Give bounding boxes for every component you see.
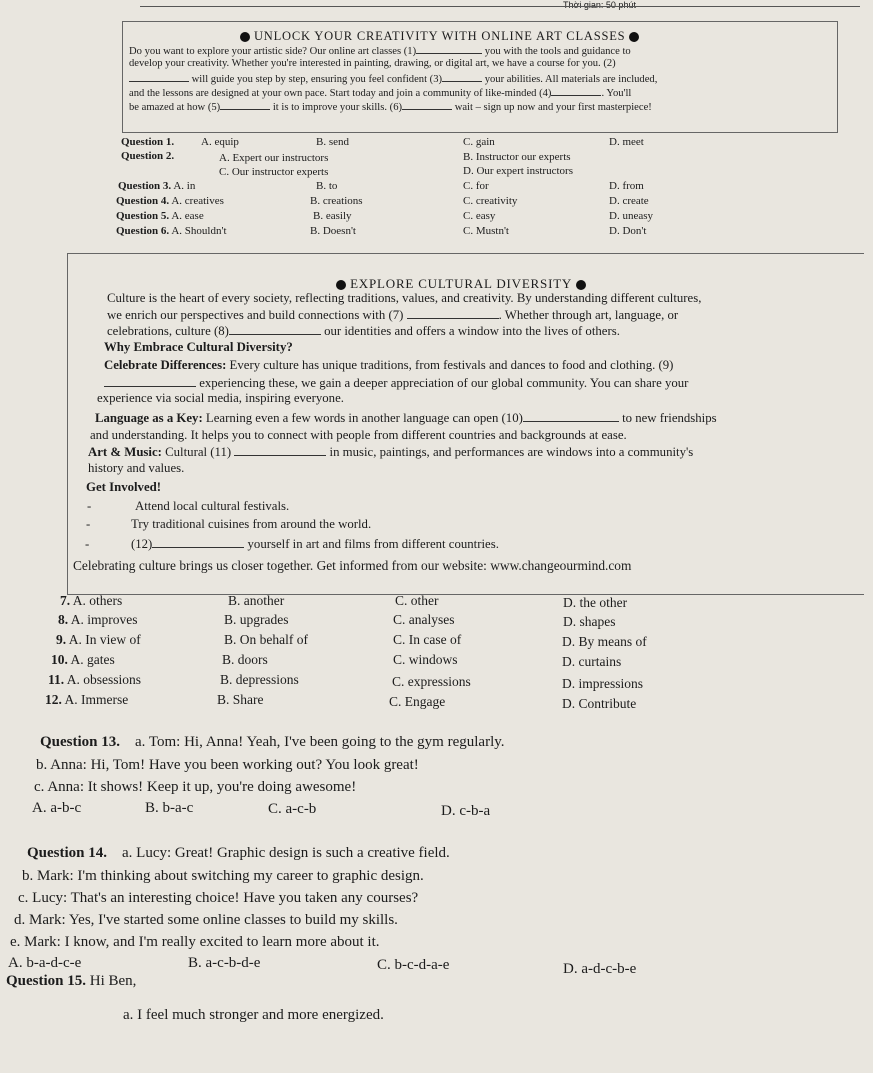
question-14-line-c: c. Lucy: That's an interesting choice! Have you taken any courses? [18,890,419,906]
blank-2 [129,71,189,82]
question-4-row: Question 4. A. creatives [116,195,224,207]
passage2-line-7: experience via social media, inspiring everyone. [97,391,344,405]
option-b[interactable]: B. to [316,180,338,192]
header-rule [140,6,860,9]
question-14-line-b: b. Mark: I'm thinking about switching my career to graphic design. [22,868,424,884]
passage1-line-1: Do you want to explore your artistic side? Our online art classes (1) you with the tools and guidance to [129,43,631,59]
option-b[interactable]: B. depressions [220,672,299,687]
passage2-line-6: experiencing these, we gain a deeper appreciation of our global community. You can share your [104,376,688,392]
blank-3 [442,71,482,82]
bullet-dot-icon [576,280,586,290]
option-d[interactable]: D. By means of [562,634,647,649]
question-5-row: Question 5. A. ease [116,210,204,222]
blank-4 [551,85,601,96]
blank-5 [220,99,270,110]
section2-heading-row [336,276,586,292]
option-d[interactable]: D. from [609,180,644,192]
option-c[interactable]: C. windows [393,652,458,667]
option-c[interactable]: C. gain [463,136,495,148]
blank-9 [104,376,196,387]
option-b[interactable]: B. Doesn't [310,225,356,237]
option-d[interactable]: D. shapes [563,614,616,629]
question-9-row: 9. A. In view of [56,632,141,647]
option-d[interactable]: D. the other [563,595,628,610]
option-c[interactable]: C. a-c-b [268,801,317,817]
option-c[interactable]: C. b-c-d-a-e [377,957,450,973]
section2-heading: EXPLORE CULTURAL DIVERSITY [350,276,572,291]
passage2-line-2: we enrich our perspectives and build connections with (7) . Whether through art, language, or [107,308,679,322]
option-c[interactable]: C. In case of [393,632,462,647]
question-12-row: 12. A. Immerse [45,692,129,707]
passage2-line-9: and understanding. It helps you to connect with people from different countries and backgrounds at ease. [90,428,627,442]
list-item-1: Attend local cultural festivals. [135,499,290,513]
option-c[interactable]: C. Engage [389,694,446,709]
option-c[interactable]: C. other [395,593,439,608]
option-b[interactable]: B. Share [217,692,264,707]
bullet-dot-icon [336,280,346,290]
question-13-line-a: Question 13. a. Tom: Hi, Anna! Yeah, I've been going to the gym regularly. [40,734,505,750]
question-8-row: 8. A. improves [58,612,138,627]
option-d[interactable]: D. Our expert instructors [463,165,573,177]
blank-6 [402,99,452,110]
option-b[interactable]: B. another [228,593,285,608]
question-10-row: 10. A. gates [51,652,115,667]
question-15-heading: Question 15. Hi Ben, [6,973,137,989]
option-c[interactable]: C. for [463,180,489,192]
passage1-line-4: and the lessons are designed at your own pace. Start today and join a community of like-minded (4) . You'll [129,85,631,101]
option-a[interactable]: A. In view of [68,632,141,647]
passage2-line-1: Culture is the heart of every society, reflecting traditions, values, and creativity. By understanding different cultures, [107,291,702,305]
option-a[interactable]: A. Shouldn't [171,225,227,237]
option-d[interactable]: D. impressions [562,676,643,691]
question-13-line-c: c. Anna: It shows! Keep it up, you're doing awesome! [34,779,357,795]
question-11-row: 11. A. obsessions [48,672,142,687]
exam-time-label: Thời gian: 50 phút [563,0,636,10]
option-a[interactable]: A. gates [70,652,115,667]
option-d[interactable]: D. curtains [562,654,622,669]
option-b[interactable]: B. a-c-b-d-e [188,955,261,971]
passage2-line-10: Art & Music: Cultural (11) in music, paintings, and performances are windows into a community's [88,445,694,459]
option-a[interactable]: A. others [72,593,123,608]
subheading-why: Why Embrace Cultural Diversity? [104,340,293,354]
option-a[interactable]: A. a-b-c [32,800,82,816]
option-d[interactable]: D. Contribute [562,696,637,711]
passage2-line-5: Celebrate Differences: Every culture has unique traditions, from festivals and dances to food and clothing. (9) [104,358,674,372]
section1-heading-row [240,29,639,44]
blank-1 [416,43,482,54]
list-item-3: (12) yourself in art and films from different countries. [131,537,499,551]
option-a[interactable]: A. Expert our instructors [219,152,329,164]
option-b[interactable]: B. On behalf of [224,632,308,647]
blank-10 [523,411,619,422]
option-b[interactable]: B. upgrades [224,612,289,627]
list-item-2: Try traditional cuisines from around the world. [131,517,372,531]
option-c[interactable]: C. analyses [393,612,455,627]
option-a[interactable]: A. improves [70,612,138,627]
question-6-row: Question 6. A. Shouldn't [116,225,227,237]
option-d[interactable]: D. c-b-a [441,803,491,819]
passage1-line-2: develop your creativity. Whether you're interested in painting, drawing, or digital art, we have a course for you. (2) [129,58,616,69]
option-a[interactable]: A. in [173,180,196,192]
option-d[interactable]: D. Don't [609,225,647,237]
option-b[interactable]: B. b-a-c [145,800,194,816]
option-d[interactable]: D. a-d-c-b-e [563,961,637,977]
option-b[interactable]: B. Instructor our experts [463,151,571,163]
blank-12 [152,537,244,548]
list-bullet: - [87,499,92,513]
subheading-get-involved: Get Involved! [86,480,162,494]
option-c[interactable]: C. creativity [463,195,518,207]
passage2-line-11: history and values. [88,461,185,475]
bullet-dot-icon [629,32,639,42]
passage1-line-3: will guide you step by step, ensuring you feel confident (3) your abilities. All materials are included, [129,71,657,87]
passage2-closing: Celebrating culture brings us closer together. Get informed from our website: www.changeourmind.com [73,558,632,573]
option-a[interactable]: A. Immerse [64,692,129,707]
option-c[interactable]: C. Mustn't [463,225,509,237]
question-label: Question 2. [121,150,175,162]
option-b[interactable]: B. doors [222,652,268,667]
question-14-line-d: d. Mark: Yes, I've started some online classes to build my skills. [14,912,398,928]
option-a[interactable]: A. creatives [171,195,224,207]
list-bullet: - [85,537,90,551]
question-label: Question 1. [121,136,175,148]
option-a[interactable]: A. ease [171,210,204,222]
blank-7 [407,308,499,319]
option-a[interactable]: A. obsessions [66,672,142,687]
option-d[interactable]: D. uneasy [609,210,653,222]
list-bullet: - [86,517,91,531]
option-c[interactable]: C. Our instructor experts [219,166,329,178]
question-15-line-a: a. I feel much stronger and more energized. [123,1007,384,1023]
option-b[interactable]: B. creations [310,195,363,207]
option-a[interactable]: A. equip [201,136,239,148]
option-d[interactable]: D. create [609,195,649,207]
option-c[interactable]: C. easy [463,210,496,222]
passage1-line-5: be amazed at how (5) it is to improve your skills. (6) wait – sign up now and your first masterpiece! [129,99,652,115]
question-14-line-a: Question 14. a. Lucy: Great! Graphic design is such a creative field. [27,845,450,861]
option-b[interactable]: B. easily [313,210,352,222]
option-b[interactable]: B. send [316,136,349,148]
section1-heading: UNLOCK YOUR CREATIVITY WITH ONLINE ART CLASSES [253,29,626,43]
blank-8 [229,324,321,335]
blank-11 [234,445,326,456]
option-c[interactable]: C. expressions [392,674,471,689]
passage2-line-3: celebrations, culture (8) our identities and offers a window into the lives of others. [107,324,620,338]
question-7-row: 7. A. others [60,593,123,608]
bullet-dot-icon [240,32,250,42]
option-a[interactable]: A. b-a-d-c-e [8,955,82,971]
question-3-row: Question 3. A. in [118,180,196,192]
option-d[interactable]: D. meet [609,136,644,148]
question-13-line-b: b. Anna: Hi, Tom! Have you been working out? You look great! [36,757,419,773]
question-14-line-e: e. Mark: I know, and I'm really excited to learn more about it. [10,934,380,950]
passage2-line-8: Language as a Key: Learning even a few words in another language can open (10) to new friendships [95,411,717,425]
